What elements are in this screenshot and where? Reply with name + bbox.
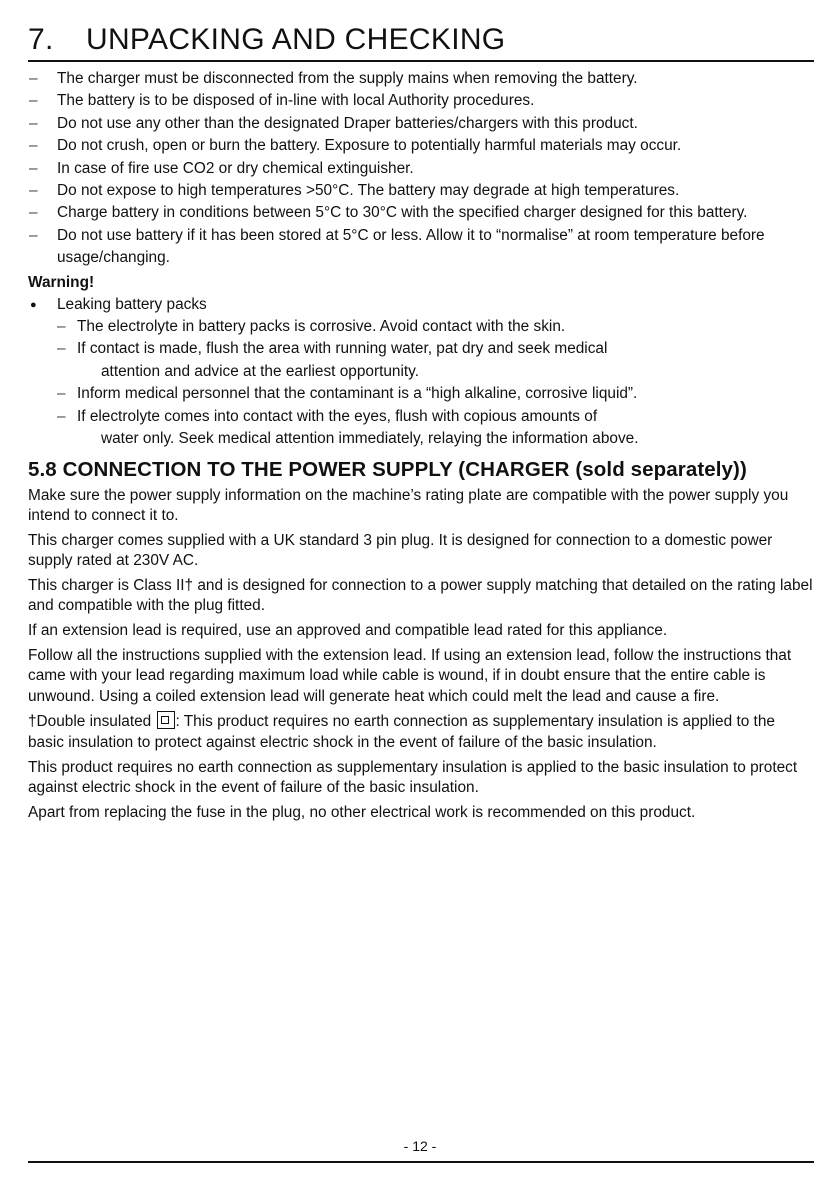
warning-sub-list bbox=[28, 316, 814, 450]
paragraph: Follow all the instructions supplied with the extension lead. If using an extension lead, follow the instructions that came with your lead regarding maximum load while cable is wound, if in doubt ensure that the entire cable is unwound. Using a coiled extension lead will generate heat which could melt the lead and cause a fire. bbox=[28, 646, 792, 705]
paragraph: If an extension lead is required, use an approved and compatible lead rated for this appliance. bbox=[28, 622, 668, 640]
warning-bullet: ● Leaking battery packs bbox=[28, 294, 814, 316]
list-item: – Do not expose to high temperatures >50°C. The battery may degrade at high temperatures. bbox=[28, 180, 814, 202]
section-5-8-heading: 5.8 CONNECTION TO THE POWER SUPPLY (CHARGER (sold separately)) bbox=[28, 457, 747, 481]
list-item bbox=[57, 406, 814, 451]
section-7-heading bbox=[28, 22, 814, 62]
paragraph: This product requires no earth connection as supplementary insulation is applied to the basic insulation to protect against electric shock in the event of failure of the basic insulation. bbox=[28, 758, 798, 797]
list-item bbox=[57, 338, 814, 383]
page-number: - 12 - bbox=[403, 1138, 437, 1154]
footer-divider bbox=[28, 1161, 814, 1163]
list-item: – In case of fire use CO2 or dry chemical extinguisher. bbox=[28, 158, 814, 180]
list-item bbox=[57, 316, 814, 338]
double-insulated-suffix: : This product requires no earth connection as supplementary insulation is applied to the basic insulation to protect against electric shock in the event of failure of the basic insulation. bbox=[28, 713, 775, 752]
double-insulated-paragraph bbox=[28, 711, 814, 753]
sub-item-text: Inform medical personnel that the contaminant is a “high alkaline, corrosive liquid”. bbox=[77, 385, 638, 403]
sub-item-continuation: water only. Seek medical attention immediately, relaying the information above. bbox=[101, 430, 639, 448]
paragraph: This charger is Class II† and is designed for connection to a power supply matching that detailed on the rating label and compatible with the plug fitted. bbox=[28, 576, 813, 615]
section-7-number: 7. bbox=[28, 23, 54, 56]
list-item bbox=[57, 383, 814, 405]
sub-item-text: The electrolyte in battery packs is corrosive. Avoid contact with the skin. bbox=[77, 318, 566, 336]
list-item: – Do not crush, open or burn the battery. Exposure to potentially harmful materials may occur. bbox=[28, 135, 814, 157]
list-item: – The battery is to be disposed of in-line with local Authority procedures. bbox=[28, 90, 814, 112]
double-insulated-prefix: †Double insulated bbox=[28, 713, 152, 731]
unpacking-list bbox=[28, 68, 814, 270]
warning-label: Warning! bbox=[28, 273, 95, 291]
list-item: – Do not use any other than the designated Draper batteries/chargers with this product. bbox=[28, 113, 814, 135]
sub-item-continuation: attention and advice at the earliest opportunity. bbox=[101, 362, 419, 380]
sub-item-text: If electrolyte comes into contact with the eyes, flush with copious amounts of bbox=[77, 407, 598, 425]
list-item: – The charger must be disconnected from the supply mains when removing the battery. bbox=[28, 68, 814, 90]
list-item: – Charge battery in conditions between 5°C to 30°C with the specified charger designed for this battery. bbox=[28, 202, 814, 224]
double-insulated-icon bbox=[157, 711, 175, 729]
section-7-title: UNPACKING AND CHECKING bbox=[86, 23, 506, 56]
paragraph: Make sure the power supply information on the machine’s rating plate are compatible with the power supply you intend to connect it to. bbox=[28, 486, 789, 525]
paragraph: This charger comes supplied with a UK standard 3 pin plug. It is designed for connection to a domestic power supply rated at 230V AC. bbox=[28, 531, 773, 570]
paragraph: Apart from replacing the fuse in the plug, no other electrical work is recommended on this product. bbox=[28, 803, 696, 821]
list-item: – Do not use battery if it has been stored at 5°C or less. Allow it to “normalise” at room temperature before usage/changing. bbox=[28, 225, 814, 270]
page-content bbox=[28, 22, 814, 827]
sub-item-text: If contact is made, flush the area with running water, pat dry and seek medical bbox=[77, 340, 608, 358]
